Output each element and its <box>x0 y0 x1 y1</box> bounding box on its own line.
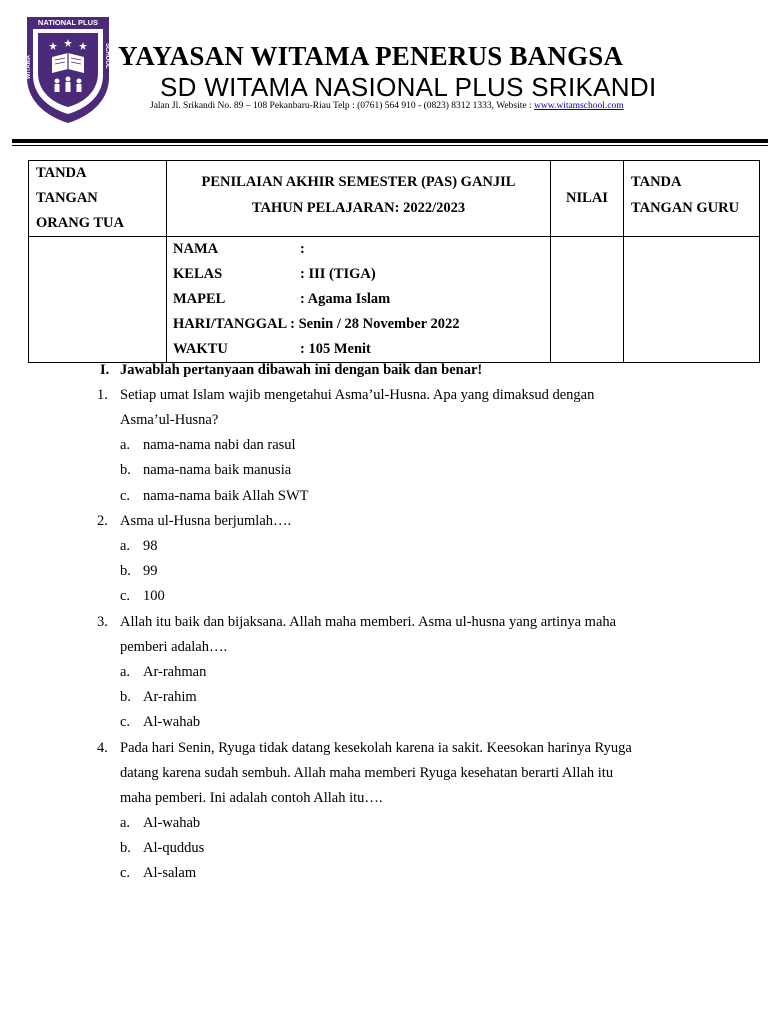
option-letter: c. <box>120 865 131 881</box>
option-letter: a. <box>120 815 131 831</box>
identity-label: KELAS <box>173 266 223 282</box>
exam-info-table <box>28 160 760 363</box>
exam-title: PENILAIAN AKHIR SEMESTER (PAS) GANJIL <box>201 174 516 190</box>
option-text[interactable]: nama-nama baik manusia <box>143 462 292 478</box>
option-text[interactable]: nama-nama baik Allah SWT <box>143 488 309 504</box>
question-text-line: Setiap umat Islam wajib mengetahui Asma’ul-Husna. Apa yang dimaksud dengan <box>120 387 595 403</box>
identity-row-kelas <box>167 262 550 287</box>
identity-value: : Agama Islam <box>300 291 391 307</box>
identity-row-mapel <box>167 287 550 312</box>
option-letter: b. <box>120 689 131 705</box>
parent-signature-line-3: ORANG TUA <box>36 215 124 231</box>
question-text-line: datang karena sudah sembuh. Allah maha memberi Ryuga kesehatan berarti Allah itu <box>120 765 614 781</box>
identity-row-nama <box>167 237 550 262</box>
identity-row-hari-tanggal <box>167 312 550 337</box>
exam-year: TAHUN PELAJARAN: 2022/2023 <box>251 200 466 216</box>
option-text[interactable]: 99 <box>143 563 158 579</box>
question-text-line: Allah itu baik dan bijaksana. Allah maha memberi. Asma ul-husna yang artinya maha <box>120 614 617 630</box>
option-letter: a. <box>120 437 131 453</box>
question-text-line: maha pemberi. Ini adalah contoh Allah itu…. <box>120 790 383 806</box>
identity-value: : Senin / 28 November 2022 <box>290 316 460 332</box>
option-text[interactable]: Ar-rahim <box>143 689 197 705</box>
option-text[interactable]: Al-quddus <box>143 840 205 856</box>
option-letter: b. <box>120 840 131 856</box>
logo-right-text: SCHOOL <box>104 43 110 69</box>
section-number: I. <box>100 362 110 378</box>
teacher-signature-line-1: TANDA <box>631 174 682 190</box>
option-text[interactable]: 98 <box>143 538 158 554</box>
option-text[interactable]: Al-wahab <box>143 714 201 730</box>
identity-value: : III (TIGA) <box>300 266 376 282</box>
question-number: 4. <box>97 740 108 756</box>
option-letter: b. <box>120 563 131 579</box>
identity-label: HARI/TANGGAL <box>173 316 288 332</box>
question-number: 2. <box>97 513 108 529</box>
section-instruction <box>100 358 482 383</box>
teacher-signature-box[interactable] <box>624 237 760 363</box>
logo-top-text: NATIONAL PLUS <box>37 18 99 27</box>
foundation-name: YAYASAN WITAMA PENERUS BANGSA <box>118 41 624 71</box>
identity-label: MAPEL <box>173 291 226 307</box>
option-text[interactable]: nama-nama nabi dan rasul <box>143 437 296 453</box>
option-text[interactable]: Ar-rahman <box>143 664 207 680</box>
question-text-line: Pada hari Senin, Ryuga tidak datang kesekolah karena ia sakit. Keesokan harinya Ryuga <box>120 740 632 756</box>
identity-value[interactable]: : <box>300 241 305 257</box>
question-text-line: Asma ul-Husna berjumlah…. <box>120 513 292 529</box>
identity-value: : 105 Menit <box>300 341 371 357</box>
exam-title-cell <box>167 161 551 237</box>
score-header: NILAI <box>551 161 624 237</box>
question-text-line: pemberi adalah…. <box>120 639 228 655</box>
school-address <box>150 101 624 111</box>
option-letter: c. <box>120 488 131 504</box>
score-box[interactable] <box>551 237 624 363</box>
teacher-signature-header <box>624 161 760 237</box>
question-number: 3. <box>97 614 108 630</box>
instruction-text: Jawablah pertanyaan dibawah ini dengan baik dan benar! <box>120 362 483 378</box>
school-name: SD WITAMA NASIONAL PLUS SRIKANDI <box>160 72 657 102</box>
option-letter: b. <box>120 462 131 478</box>
student-identity-cell <box>167 237 551 363</box>
identity-label: WAKTU <box>173 341 228 357</box>
parent-signature-line-2: TANGAN <box>36 190 98 206</box>
address-text: Jalan Jl. Srikandi No. 89 – 108 Pekanbaru-Riau Telp : (0761) 564 910 - (0823) 8312 1333, Website : <box>150 101 534 111</box>
header-divider-thick <box>12 139 768 143</box>
option-text[interactable]: 100 <box>143 588 165 604</box>
option-letter: c. <box>120 588 131 604</box>
school-logo <box>25 15 111 125</box>
parent-signature-header <box>29 161 167 237</box>
option-text[interactable]: Al-salam <box>143 865 197 881</box>
option-letter: a. <box>120 664 131 680</box>
logo-left-text: WITAMA <box>26 55 32 80</box>
parent-signature-box[interactable] <box>29 237 167 363</box>
option-letter: c. <box>120 714 131 730</box>
question-text-line: Asma’ul-Husna? <box>120 412 219 428</box>
teacher-signature-line-2: TANGAN GURU <box>631 200 740 216</box>
option-letter: a. <box>120 538 131 554</box>
header-divider-thin <box>12 145 768 146</box>
question-number: 1. <box>97 387 108 403</box>
identity-label: NAMA <box>173 241 219 257</box>
website-link[interactable]: www.witamschool.com <box>533 101 624 111</box>
option-text[interactable]: Al-wahab <box>143 815 201 831</box>
parent-signature-line-1: TANDA <box>36 165 87 181</box>
